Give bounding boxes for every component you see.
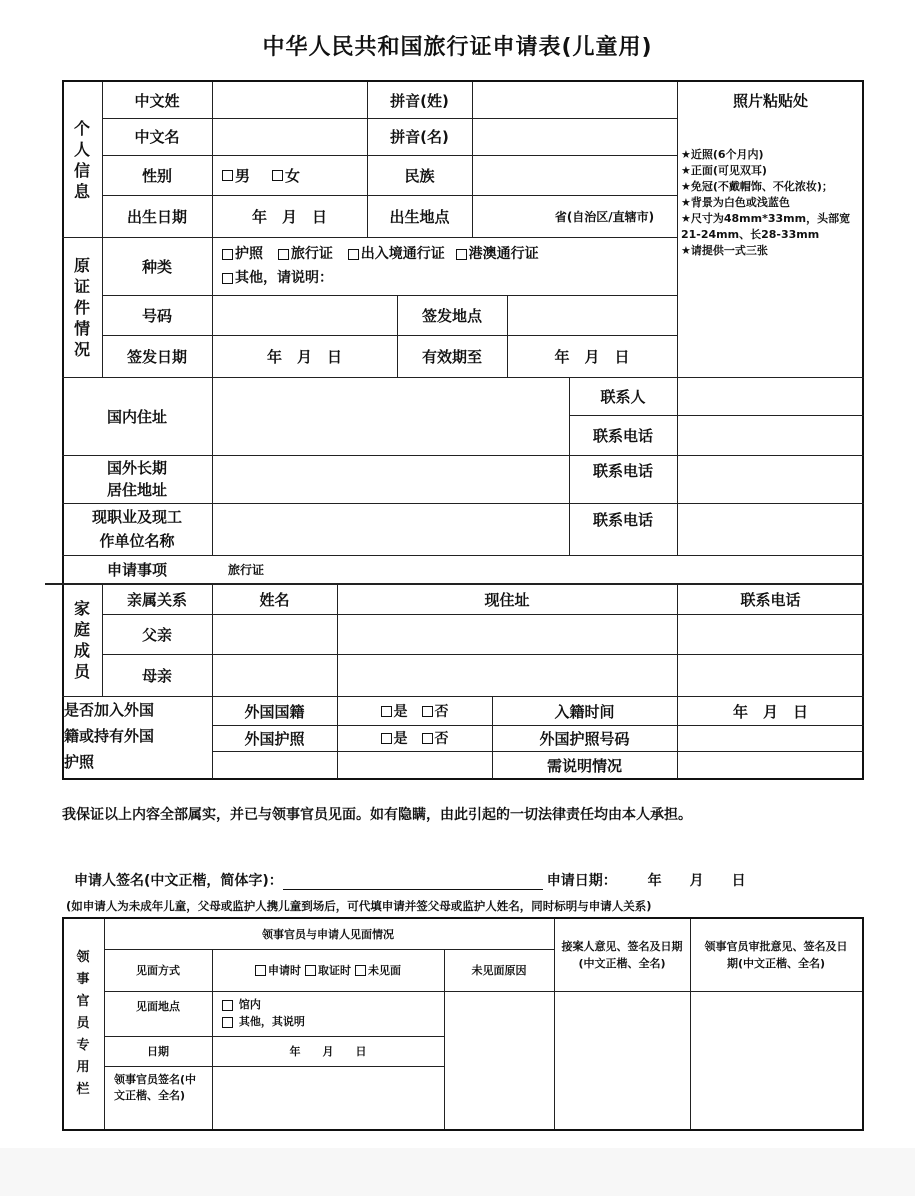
label-overseas-phone: 联系电话 (592, 461, 653, 480)
label-explain: 需说明情况 (546, 756, 622, 775)
no-meet-reason-field[interactable] (444, 991, 554, 1129)
naturalization-time-field[interactable]: 年 月 日 (732, 702, 808, 721)
contact-phone-field[interactable] (677, 415, 864, 455)
label-given-cn: 中文名 (134, 128, 180, 146)
explain-field[interactable] (677, 751, 864, 779)
label-doc-number: 号码 (141, 306, 172, 325)
issue-place-field[interactable] (507, 295, 677, 335)
row-father: 父亲 (141, 625, 172, 644)
signature-field[interactable] (283, 875, 543, 890)
label-surname-cn: 中文姓 (134, 91, 180, 110)
label-domestic-address: 国内住址 (106, 407, 167, 426)
approver-opinion-field[interactable] (690, 991, 862, 1129)
met-at-collect-checkbox[interactable] (305, 965, 316, 976)
label-naturalization-time: 入籍时间 (554, 702, 615, 721)
exit-entry-checkbox[interactable] (348, 249, 359, 260)
label-foreign-status: 是否加入外国 籍或持有外国 护照 (64, 701, 155, 771)
photo-paste-area (677, 82, 864, 377)
doc-type-options: 护照 旅行证 出入境通行证 港澳通行证 其他，请说明： (222, 242, 677, 294)
label-application-item: 申请事项 (106, 560, 167, 579)
photo-requirements (677, 147, 864, 259)
contact-person-field[interactable] (677, 377, 864, 415)
application-item-value: 旅行证 (228, 562, 265, 577)
foreign-passport-no-field[interactable] (677, 725, 864, 751)
label-contact-phone: 联系电话 (592, 426, 653, 445)
birth-date-field[interactable]: 年 月 日 (251, 207, 327, 226)
father-name-field[interactable] (212, 614, 337, 654)
label-doc-type: 种类 (141, 257, 172, 276)
label-ethnicity: 民族 (404, 166, 435, 185)
section-family: 家 庭 成 员 (73, 599, 90, 681)
other-doc-checkbox[interactable] (222, 273, 233, 284)
label-gender: 性别 (141, 166, 172, 185)
signature-row (74, 870, 746, 890)
approver-header: 领事官员审批意见、签名及日期(中文正楷、全名) (704, 940, 848, 970)
label-no-meet-reason: 未见面原因 (471, 964, 527, 977)
foreign-nationality-no-checkbox[interactable] (422, 706, 433, 717)
section-original-doc: 原 证 件 情 况 (73, 255, 90, 359)
occupation-phone-field[interactable] (677, 503, 864, 555)
label-occupation: 现职业及现工 作单位名称 (91, 508, 182, 550)
label-date: 日期 (147, 1045, 169, 1058)
foreign-passport-no-checkbox[interactable] (422, 733, 433, 744)
label-issue-place: 签发地点 (421, 306, 482, 325)
label-foreign-nationality: 外国国籍 (244, 702, 305, 721)
doc-number-field[interactable] (212, 295, 397, 335)
foreign-nationality-options: 是 否 (337, 697, 492, 725)
inside-mission-checkbox[interactable] (222, 1000, 233, 1011)
application-date-field[interactable]: 年 月 日 (647, 873, 746, 889)
officer-sign-field[interactable] (212, 1066, 444, 1129)
given-cn-field[interactable] (212, 118, 367, 155)
mother-name-field[interactable] (212, 654, 337, 696)
label-overseas-address: 国外长期 居住地址 (106, 459, 167, 499)
photo-rule: ★尺寸为48mm*33mm，头部宽21-24mm、长28-33mm (681, 212, 851, 241)
met-at-apply-checkbox[interactable] (255, 965, 266, 976)
valid-until-field[interactable]: 年 月 日 (554, 347, 630, 366)
col-relation: 亲属关系 (126, 590, 187, 609)
handler-opinion-field[interactable] (554, 991, 690, 1129)
label-pinyin-given: 拼音(名) (390, 128, 449, 146)
declaration-statement: 我保证以上内容全部属实，并已与领事官员见面。如有隐瞒，由此引起的一切法律责任均由本人承担。 (62, 807, 692, 823)
photo-rule: ★正面(可见双耳) (681, 164, 767, 177)
photo-rule: ★近照(6个月内) (681, 148, 764, 161)
pinyin-given-field[interactable] (472, 118, 677, 155)
birth-place-field[interactable]: 省(自治区/直辖市) (554, 209, 655, 224)
overseas-address-field[interactable] (212, 455, 569, 503)
section-consular-use: 领 事 官 员 专 用 栏 (76, 950, 90, 1097)
handler-header: 接案人意见、签名及日期(中文正楷、全名) (561, 940, 683, 970)
mother-phone-field[interactable] (677, 654, 864, 696)
label-contact-person: 联系人 (600, 387, 646, 406)
female-checkbox[interactable] (272, 170, 283, 181)
domestic-address-field[interactable] (212, 377, 569, 455)
page-footer-strip (0, 1148, 915, 1196)
label-foreign-passport: 外国护照 (244, 729, 305, 748)
passport-checkbox[interactable] (222, 249, 233, 260)
pinyin-surname-field[interactable] (472, 82, 677, 118)
signature-label: 申请人签名(中文正楷，简体字)： (74, 873, 283, 889)
other-place-checkbox[interactable] (222, 1017, 233, 1028)
meeting-header: 领事官员与申请人见面情况 (262, 928, 394, 941)
col-address: 现住址 (484, 590, 530, 609)
foreign-passport-options: 是 否 (337, 725, 492, 751)
foreign-nationality-yes-checkbox[interactable] (381, 706, 392, 717)
label-birth-date: 出生日期 (126, 207, 187, 226)
label-meeting-place: 见面地点 (136, 1000, 180, 1013)
father-address-field[interactable] (337, 614, 677, 654)
label-occupation-phone: 联系电话 (592, 510, 653, 529)
guardian-note: (如申请人为未成年儿童，父母或监护人携儿童到场后，可代填申请并签父母或监护人姓名，同时标明与申请人关系) (66, 899, 652, 913)
surname-cn-field[interactable] (212, 82, 367, 118)
meeting-mode-options: 申请时 取证时 未见面 (212, 949, 444, 991)
col-name: 姓名 (259, 590, 290, 609)
father-phone-field[interactable] (677, 614, 864, 654)
photo-rule: ★背景为白色或浅蓝色 (681, 196, 790, 209)
photo-title: 照片粘贴处 (732, 92, 808, 110)
not-met-checkbox[interactable] (355, 965, 366, 976)
hk-macao-checkbox[interactable] (456, 249, 467, 260)
form-title: 中华人民共和国旅行证申请表(儿童用) (262, 35, 653, 60)
label-meeting-mode: 见面方式 (136, 964, 180, 977)
label-valid-until: 有效期至 (421, 347, 482, 366)
overseas-phone-field[interactable] (677, 455, 864, 503)
label-birth-place: 出生地点 (389, 207, 450, 226)
male-checkbox[interactable] (222, 170, 233, 181)
label-foreign-passport-no: 外国护照号码 (539, 729, 630, 748)
application-date-label: 申请日期： (546, 873, 617, 889)
issue-date-field[interactable]: 年 月 日 (266, 347, 342, 366)
gender-options: 男 女 (222, 155, 367, 195)
foreign-passport-yes-checkbox[interactable] (381, 733, 392, 744)
travel-doc-checkbox[interactable] (278, 249, 289, 260)
photo-rule: ★请提供一式三张 (681, 244, 768, 257)
photo-rule: ★免冠(不戴帽饰、不化浓妆)； (681, 180, 833, 193)
meeting-date-field[interactable]: 年 月 日 (289, 1045, 367, 1058)
label-officer-sign: 领事官员签名(中文正楷、全名) (114, 1073, 197, 1102)
row-mother: 母亲 (141, 666, 172, 685)
label-pinyin-surname: 拼音(姓) (390, 91, 449, 110)
section-personal-info: 个 人 信 息 (73, 118, 90, 201)
occupation-field[interactable] (212, 503, 569, 555)
ethnicity-field[interactable] (472, 155, 677, 195)
mother-address-field[interactable] (337, 654, 677, 696)
meeting-place-options: 馆内 其他，其说明 (222, 996, 444, 1038)
col-phone: 联系电话 (740, 590, 801, 609)
label-issue-date: 签发日期 (126, 347, 187, 366)
